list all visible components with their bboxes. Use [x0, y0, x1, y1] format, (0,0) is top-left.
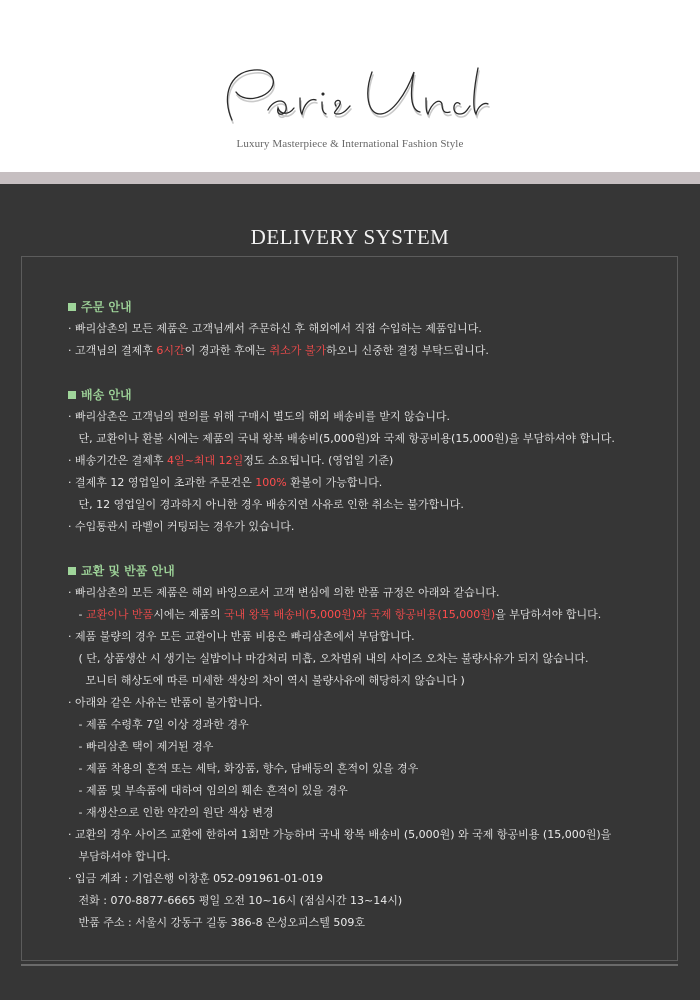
- info-line: [68, 428, 668, 450]
- info-text: · 수입통관시 라벨이 커팅되는 경우가 있습니다.: [68, 520, 295, 533]
- section-heading: [68, 296, 668, 318]
- header: [0, 0, 700, 172]
- info-text: · 배송기간은 결제후: [68, 454, 167, 467]
- info-line: [68, 824, 668, 846]
- info-line: [68, 494, 668, 516]
- highlight-text: 취소가 불가: [269, 344, 327, 357]
- info-text: · 빠리삼촌의 모든 제품은 고객님께서 주문하신 후 해외에서 직접 수입하는 제품입니다.: [68, 322, 482, 335]
- info-line: [68, 626, 668, 648]
- info-line: [68, 912, 668, 934]
- info-text: -: [68, 608, 86, 621]
- info-line: [68, 604, 668, 626]
- info-text: · 입금 계좌 : 기업은행 이창훈 052-091961-01-019: [68, 872, 323, 885]
- info-text: · 결제후 12 영업일이 초과한 주문건은: [68, 476, 256, 489]
- info-line: [68, 868, 668, 890]
- info-line: [68, 692, 668, 714]
- info-text: 단, 교환이나 환불 시에는 제품의 국내 왕복 배송비(5,000원)와 국제 항공비용(15,000원)을 부담하셔야 합니다.: [68, 432, 615, 445]
- info-text: · 고객님의 결제후: [68, 344, 157, 357]
- info-text: 부담하셔야 합니다.: [68, 850, 171, 863]
- info-line: [68, 670, 668, 692]
- info-line: [68, 802, 668, 824]
- square-bullet-icon: [68, 303, 76, 311]
- section-heading: [68, 560, 668, 582]
- info-text: 반품 주소 : 서울시 강동구 길동 386-8 은성오피스텔 509호: [68, 916, 366, 929]
- section-heading-text: 교환 및 반품 안내: [81, 564, 175, 578]
- info-text: 시에는 제품의: [153, 608, 224, 621]
- info-text: 하오니 신중한 결정 부탁드립니다.: [326, 344, 489, 357]
- square-bullet-icon: [68, 567, 76, 575]
- info-line: [68, 340, 668, 362]
- info-line: [68, 582, 668, 604]
- info-text: - 재생산으로 인한 약간의 원단 색상 변경: [68, 806, 274, 819]
- info-line: [68, 890, 668, 912]
- delivery-info-content: [68, 296, 668, 934]
- info-text: 정도 소요됩니다. (영업일 기준): [243, 454, 394, 467]
- info-line: [68, 846, 668, 868]
- section-gap: [68, 538, 668, 560]
- brand-logo: [210, 58, 490, 130]
- section-heading: [68, 384, 668, 406]
- info-text: 전화 : 070-8877-6665 평일 오전 10~16시 (점심시간 13~14시): [68, 894, 403, 907]
- info-line: [68, 648, 668, 670]
- info-text: 환불이 가능합니다.: [286, 476, 383, 489]
- info-line: [68, 780, 668, 802]
- info-text: - 제품 수령후 7일 이상 경과한 경우: [68, 718, 249, 731]
- info-text: - 제품 착용의 흔적 또는 세탁, 화장품, 향수, 담배등의 흔적이 있을 경우: [68, 762, 419, 775]
- highlight-text: 6시간: [156, 344, 185, 357]
- highlight-text: 4일~최대 12일: [167, 454, 244, 467]
- brand-tagline: Luxury Masterpiece & International Fashion Style: [236, 138, 464, 150]
- info-text: 이 경과한 후에는: [184, 344, 270, 357]
- header-divider-band: [0, 172, 700, 184]
- info-line: [68, 318, 668, 340]
- info-text: 단, 12 영업일이 경과하지 아니한 경우 배송지연 사유로 인한 취소는 불가합니다.: [68, 498, 464, 511]
- section-heading-text: 배송 안내: [81, 388, 132, 402]
- info-text: 모니터 해상도에 따른 미세한 색상의 차이 역시 불량사유에 해당하지 않습니다 ): [68, 674, 465, 687]
- info-line: [68, 406, 668, 428]
- section-gap: [68, 362, 668, 384]
- info-text: · 제품 불량의 경우 모든 교환이나 반품 비용은 빠리삼촌에서 부담합니다.: [68, 630, 415, 643]
- square-bullet-icon: [68, 391, 76, 399]
- info-line: [68, 472, 668, 494]
- info-text: ( 단, 상품생산 시 생기는 실밥이나 마감처리 미흡, 오차범위 내의 사이즈 오차는 불량사유가 되지 않습니다.: [68, 652, 589, 665]
- footer-divider: [21, 964, 678, 966]
- page-title: DELIVERY SYSTEM: [250, 225, 450, 249]
- info-line: [68, 516, 668, 538]
- info-line: [68, 450, 668, 472]
- highlight-text: 국내 왕복 배송비(5,000원)와 국제 항공비용(15,000원): [223, 608, 496, 621]
- highlight-text: 100%: [255, 476, 287, 489]
- section-heading-text: 주문 안내: [81, 300, 132, 314]
- info-text: - 빠리삼촌 택이 제거된 경우: [68, 740, 214, 753]
- highlight-text: 교환이나 반품: [85, 608, 154, 621]
- info-text: 을 부담하셔야 합니다.: [495, 608, 602, 621]
- info-text: - 제품 및 부속품에 대하여 임의의 훼손 흔적이 있을 경우: [68, 784, 348, 797]
- info-text: · 빠리삼촌의 모든 제품은 해외 바잉으로서 고객 변심에 의한 반품 규정은 아래와 같습니다.: [68, 586, 500, 599]
- info-line: [68, 736, 668, 758]
- info-line: [68, 758, 668, 780]
- info-text: · 빠리삼촌은 고객님의 편의를 위해 구매시 별도의 해외 배송비를 받지 않습니다.: [68, 410, 450, 423]
- info-line: [68, 714, 668, 736]
- info-text: · 교환의 경우 사이즈 교환에 한하여 1회만 가능하며 국내 왕복 배송비 (5,000원) 와 국제 항공비용 (15,000원)을: [68, 828, 612, 841]
- info-text: · 아래와 같은 사유는 반품이 불가합니다.: [68, 696, 263, 709]
